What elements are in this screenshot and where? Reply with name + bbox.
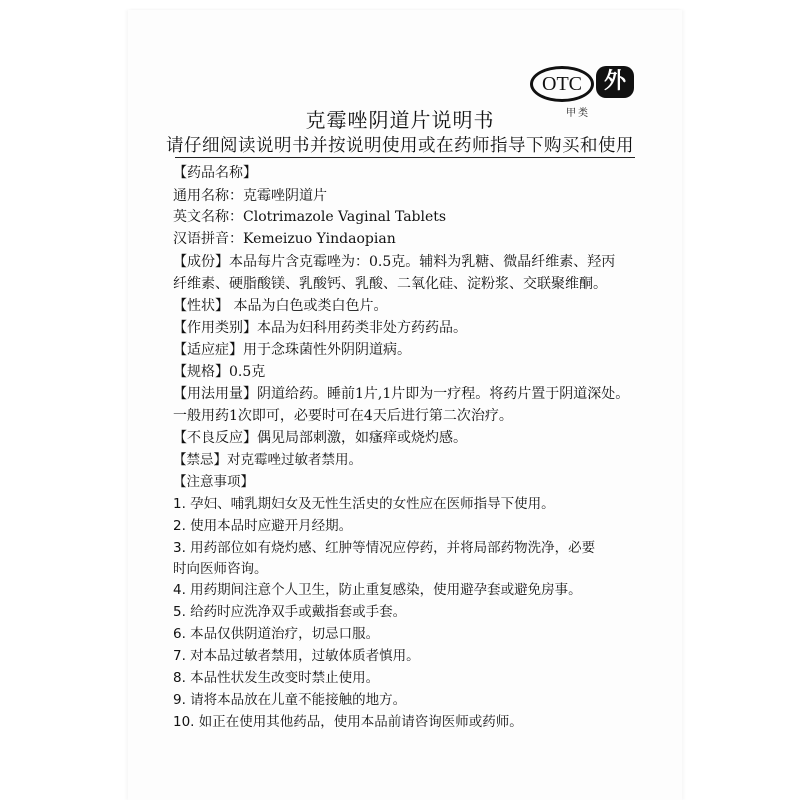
precaution-item-3a: 3. 用药部位如有烧灼感、红肿等情况应停药，并将局部药物洗净，必要	[173, 540, 596, 556]
otc-logo: OTC	[530, 66, 594, 102]
precaution-item-10: 10. 如正在使用其他药品，使用本品前请咨询医师或药师。	[173, 714, 523, 730]
precaution-item-9: 9. 请将本品放在儿童不能接触的地方。	[173, 692, 407, 708]
document-subtitle: 请仔细阅读说明书并按说明使用或在药师指导下购买和使用	[166, 136, 634, 156]
document-title: 克霉唑阴道片说明书	[305, 108, 495, 132]
pinyin-line: 汉语拼音：Kemeizuo Yindaopian	[173, 231, 396, 247]
category-line: 【作用类别】本品为妇科用药类非处方药药品。	[173, 320, 467, 336]
adverse-reactions-line: 【不良反应】偶见局部刺激，如瘙痒或烧灼感。	[173, 430, 467, 446]
external-use-mark: 外	[596, 66, 634, 98]
otc-badge	[530, 62, 650, 119]
indication-line: 【适应症】用于念珠菌性外阴阴道病。	[173, 342, 411, 358]
precaution-item-5: 5. 给药时应洗净双手或戴指套或手套。	[173, 604, 407, 620]
precaution-item-6: 6. 本品仅供阴道治疗，切忌口服。	[173, 626, 380, 642]
section-drug-name-heading: 【药品名称】	[173, 165, 257, 181]
divider	[175, 157, 635, 158]
specification-line: 【规格】0.5克	[173, 364, 266, 380]
precaution-item-4: 4. 用药期间注意个人卫生，防止重复感染，使用避孕套或避免房事。	[173, 582, 582, 598]
english-name-line: 英文名称：Clotrimazole Vaginal Tablets	[173, 209, 447, 225]
ingredients-line-1: 【成份】本品每片含克霉唑为：0.5克。辅料为乳糖、微晶纤维素、羟丙	[173, 254, 616, 270]
contraindications-line: 【禁忌】对克霉唑过敏者禁用。	[173, 452, 362, 468]
precaution-item-2: 2. 使用本品时应避开月经期。	[173, 518, 353, 534]
precautions-heading: 【注意事项】	[173, 474, 254, 490]
precaution-item-1: 1. 孕妇、哺乳期妇女及无性生活史的女性应在医师指导下使用。	[173, 496, 555, 512]
precaution-item-8: 8. 本品性状发生改变时禁止使用。	[173, 670, 380, 686]
dosage-line-1: 【用法用量】阴道给药。睡前1片,1片即为一疗程。将药片置于阴道深处。	[173, 386, 630, 402]
appearance-line: 【性状】 本品为白色或类白色片。	[173, 298, 388, 314]
ingredients-line-2: 纤维素、硬脂酸镁、乳酸钙、乳酸、二氧化硅、淀粉浆、交联聚维酮。	[173, 276, 607, 292]
otc-category: 甲类	[566, 108, 590, 119]
generic-name-line: 通用名称：克霉唑阴道片	[173, 188, 327, 204]
precaution-item-7: 7. 对本品过敏者禁用，过敏体质者慎用。	[173, 648, 420, 664]
precaution-item-3b: 时向医师咨询。	[173, 561, 268, 577]
dosage-line-2: 一般用药1次即可，必要时可在4天后进行第二次治疗。	[173, 408, 513, 424]
